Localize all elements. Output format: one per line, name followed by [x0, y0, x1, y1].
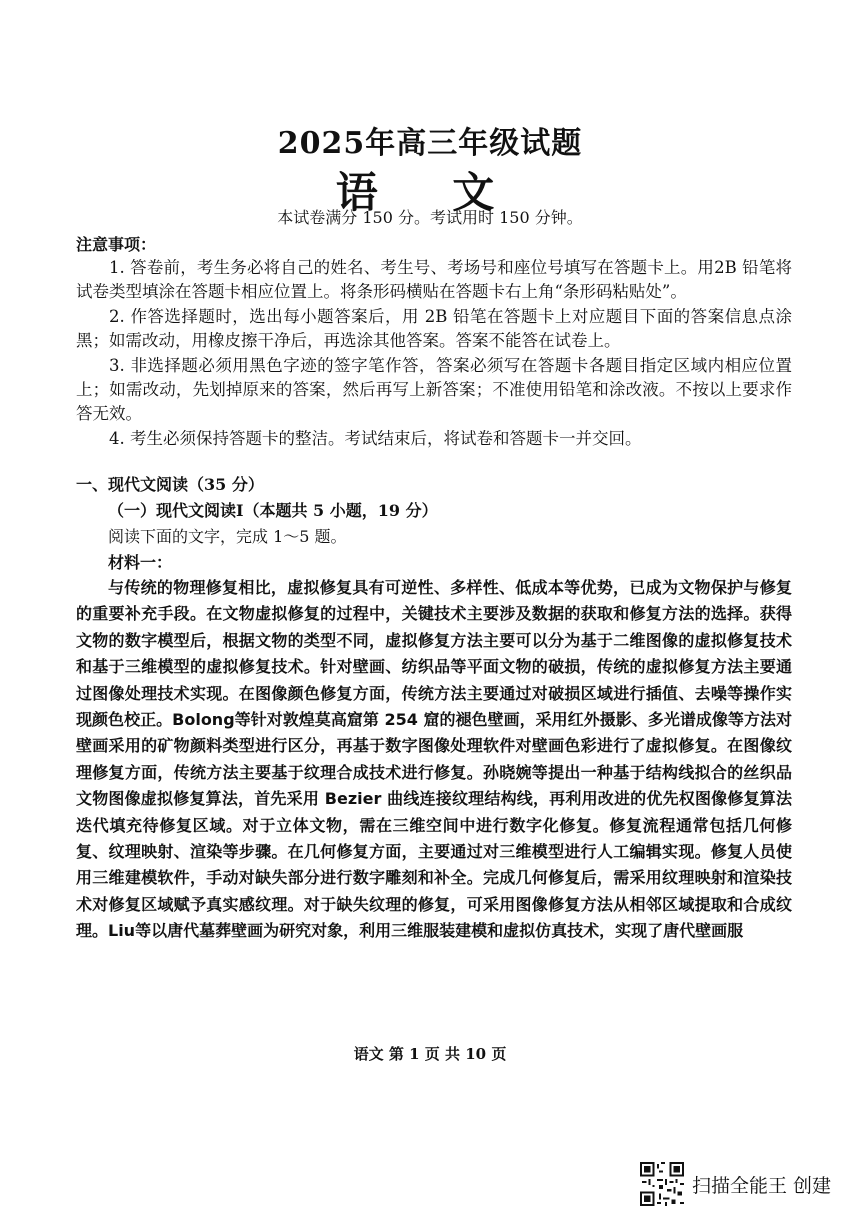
page-footer: 语文 第 1 页 共 10 页 — [353, 1045, 507, 1063]
subject-title: 语 文 — [335, 168, 525, 217]
notes-heading: 注意事项： — [76, 235, 157, 254]
material-label: 材料一： — [108, 553, 173, 572]
scanner-watermark — [640, 1162, 831, 1206]
notes-list — [76, 256, 792, 452]
reading-instruction: 阅读下面的文字，完成 1～5 题。 — [108, 527, 347, 546]
section-heading: 一、现代文阅读（35 分） — [76, 475, 264, 494]
note-item: 3. 非选择题必须用黑色字迹的签字笔作答，答案必须写在答题卡各题目指定区域内相应位置上；如需改动，先划掉原来的答案，然后再写上新答案；不准使用铅笔和涂改液。不按以上要求作答无效。 — [76, 356, 792, 423]
exam-title: 2025年高三年级试题 — [277, 126, 583, 161]
subsection-heading: （一）现代文阅读Ⅰ（本题共 5 小题，19 分） — [108, 501, 438, 520]
qr-code-icon — [640, 1162, 684, 1206]
note-item: 4. 考生必须保持答题卡的整洁。考试结束后，将试卷和答题卡一并交回。 — [109, 429, 642, 448]
exam-info: 本试卷满分 150 分。考试用时 150 分钟。 — [277, 208, 583, 227]
note-item: 1. 答卷前，考生务必将自己的姓名、考生号、考场号和座位号填写在答题卡上。用2B 铅笔将试卷类型填涂在答题卡相应位置上。将条形码横贴在答题卡右上角“条形码粘贴处”。 — [76, 258, 792, 301]
watermark-text: 扫描全能王 创建 — [692, 1174, 832, 1197]
material-text: 与传统的物理修复相比，虚拟修复具有可逆性、多样性、低成本等优势，已成为文物保护与修复的重要补充手段。在文物虚拟修复的过程中，关键技术主要涉及数据的获取和修复方法的选择。获得文物的数字模型后，根据文物的类型不同，虚拟修复方法主要可以分为基于二维图像的虚拟修复技术和基于三维模型的虚拟修复技术。针对壁画、纺织品等平面文物的破损，传统的虚拟修复方法主要通过图像处理技术实现。在图像颜色修复方面，传统方法主要通过对破损区域进行插值、去噪等操作实现颜色校正。Bolong等针对敦煌莫高窟第 254 窟的褪色壁画，采用红外摄影、多光谱成像等方法对壁画采用的矿物颜料类型进行区分，再基于数字图像处理软件对壁画色彩进行了虚拟修复。在图像纹理修复方面，传统方法主要基于纹理合成技术进行修复。孙晓婉等提出一种基于结构线拟合的丝织品文物图像虚拟修复算法，首先采用 Bezier 曲线连接纹理结构线，再利用改进的优先权图像修复算法迭代填充待修复区域。对于立体文物，需在三维空间中进行数字化修复。修复流程通常包括几何修复、纹理映射、渲染等步骤。在几何修复方面，主要通过对三维模型进行人工编辑实现。修复人员使用三维建模软件，手动对缺失部分进行数字雕刻和补全。完成几何修复后，需采用纹理映射和渲染技术对修复区域赋予真实感纹理。对于缺失纹理的修复，可采用图像修复方法从相邻区域提取和合成纹理。Liu等以唐代墓葬壁画为研究对象，利用三维服装建模和虚拟仿真技术，实现了唐代壁画服 — [76, 578, 792, 941]
note-item: 2. 作答选择题时，选出每小题答案后，用 2B 铅笔在答题卡上对应题目下面的答案信息点涂黑；如需改动，用橡皮擦干净后，再选涂其他答案。答案不能答在试卷上。 — [76, 307, 792, 350]
